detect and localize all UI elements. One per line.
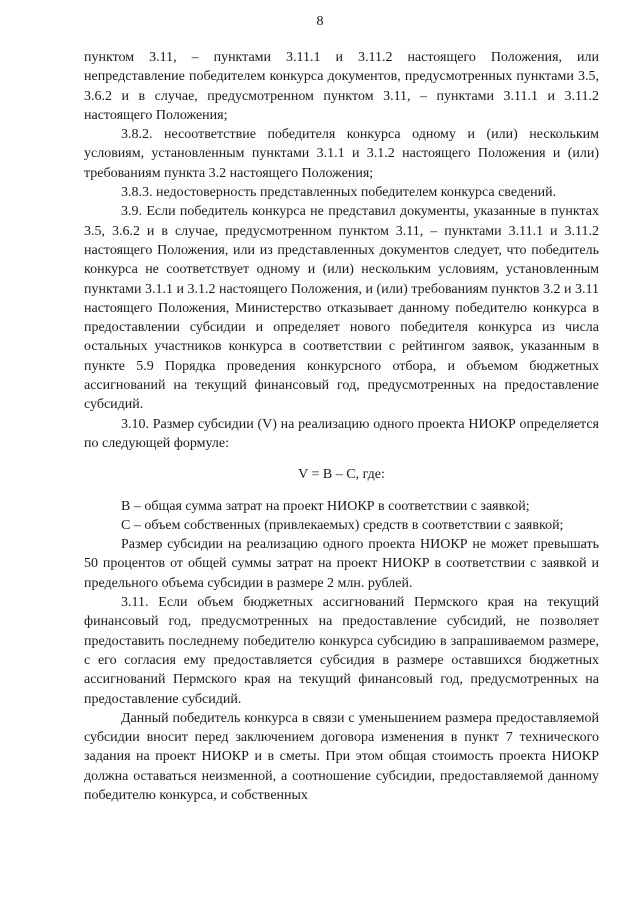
paragraph-3-10: 3.10. Размер субсидии (V) на реализацию одного проекта НИОКР определяется по следующей формуле: xyxy=(84,416,599,451)
subsidy-limit-paragraph: Размер субсидии на реализацию одного проекта НИОКР не может превышать 50 процентов от общей суммы затрат на проект НИОКР в соответствии с заявкой и предельного объема субсидии в размере 2 млн. рублей. xyxy=(84,537,599,591)
document-body xyxy=(84,48,599,805)
formula-definition-b: B – общая сумма затрат на проект НИОКР в соответствии с заявкой; xyxy=(121,498,530,514)
page-number: 8 xyxy=(316,14,324,29)
paragraph-3-8-2: 3.8.2. несоответствие победителя конкурса одному и (или) нескольким условиям, установленным пунктами 3.1.1 и 3.1.2 настоящего Положения и (или) требованиям пункта 3.2 настоящего Положения; xyxy=(84,127,599,181)
paragraph-3-9: 3.9. Если победитель конкурса не представил документы, указанные в пунктах 3.5, 3.6.2 и в случае, предусмотренном пунктом 3.11, – пунктами 3.11.1 и 3.11.2 настоящего Положения, или из представленных документов следует, что победитель конкурса не соответствует одному и (или) нескольким условиям, установленным пунктами 3.1.1 и 3.1.2 настоящего Положения, и (или) требованиям пунктов 3.2 и 3.11 настоящего Положения, Министерство отказывает данному победителю конкурса в предоставлении субсидии и определяет нового победителя конкурса из числа остальных участников конкурса в соответствии с рейтингом заявок, указанным в пункте 5.9 Порядка проведения конкурсного отбора, и объемом бюджетных ассигнований на текущий финансовый год, предусмотренных на предоставление субсидий. xyxy=(84,204,600,413)
subsidy-formula: V = B – C, где: xyxy=(298,467,385,483)
paragraph-3-11: 3.11. Если объем бюджетных ассигнований Пермского края на текущий финансовый год, предусмотренных на предоставление субсидий, не позволяет предоставить последнему победителю конкурса субсидию в запрашиваемом размере, с его согласия ему предоставляется субсидия в размере оставшихся бюджетных ассигнований Пермского края на текущий финансовый год, предусмотренных на предоставление субсидий. xyxy=(84,595,599,707)
formula-definition-c: C – объем собственных (привлекаемых) средств в соответствии с заявкой; xyxy=(121,517,564,533)
paragraph-continuation: пунктом 3.11, – пунктами 3.11.1 и 3.11.2 настоящего Положения, или непредставление победителем конкурса документов, предусмотренных пунктами 3.5, 3.6.2 и в случае, предусмотренном пунктом 3.11, – пунктами 3.11.1 и 3.11.2 настоящего Положения; xyxy=(84,50,599,123)
paragraph-3-8-3: 3.8.3. недостоверность представленных победителем конкурса сведений. xyxy=(121,185,557,201)
winner-changes-paragraph: Данный победитель конкурса в связи с уменьшением размера предоставляемой субсидии вносит перед заключением договора изменения в пункт 7 технического задания на проект НИОКР и в сметы. При этом общая стоимость проекта НИОКР должна оставаться неизменной, а соотношение субсидии, предоставляемой данному победителю конкурса, и собственных xyxy=(84,710,599,803)
